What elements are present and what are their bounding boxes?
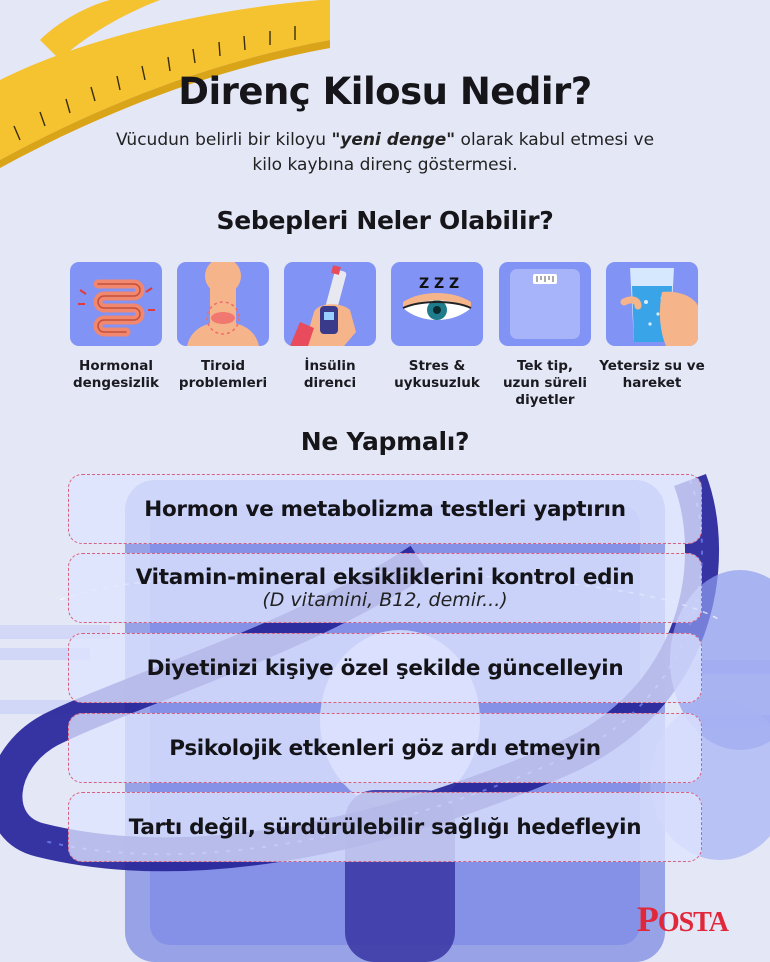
action-item <box>68 474 702 544</box>
action-subtext: (D vitamini, B12, demir...) <box>262 589 508 611</box>
cause-water <box>599 262 705 392</box>
cause-stress <box>384 262 490 392</box>
action-text: Diyetinizi kişiye özel şekilde güncelleyin <box>146 655 624 681</box>
insulin-pen-icon <box>284 262 376 346</box>
cause-thyroid <box>170 262 276 392</box>
causes-heading: Sebepleri Neler Olabilir? <box>216 206 554 235</box>
cause-insulin <box>277 262 383 392</box>
definition-line2: kilo kaybına direnç göstermesi. <box>252 155 518 175</box>
action-text: Hormon ve metabolizma testleri yaptırın <box>144 496 626 522</box>
svg-text:Z Z Z: Z Z Z <box>419 276 460 292</box>
definition-emphasis: "yeni denge" <box>331 130 456 150</box>
definition-text <box>85 128 685 178</box>
water-glass-icon <box>606 262 698 346</box>
cause-label: Stres & uykusuzluk <box>394 358 480 391</box>
thyroid-neck-icon <box>177 262 269 346</box>
cause-diet <box>492 262 598 409</box>
sleepy-eye-icon <box>391 262 483 346</box>
action-item <box>68 553 702 623</box>
posta-logo: POSTA <box>636 899 728 939</box>
cause-hormonal <box>63 262 169 392</box>
action-item <box>68 633 702 703</box>
intestine-icon <box>70 262 162 346</box>
action-text: Vitamin-mineral eksikliklerini kontrol edin <box>135 565 635 590</box>
cause-label: Tek tip, uzun süreli diyetler <box>502 358 588 408</box>
action-item <box>68 713 702 783</box>
cause-label: Tiroid problemleri <box>178 358 268 391</box>
action-text: Psikolojik etkenleri göz ardı etmeyin <box>169 735 601 761</box>
cause-label: Hormonal dengesizlik <box>72 358 159 391</box>
action-text: Tartı değil, sürdürülebilir sağlığı hedefleyin <box>128 814 642 840</box>
definition-part1: Vücudun belirli bir kiloyu <box>115 130 332 150</box>
todo-heading: Ne Yapmalı? <box>300 427 470 456</box>
definition-part2: olarak kabul etmesi ve <box>455 130 655 150</box>
action-item <box>68 792 702 862</box>
page-title: Direnç Kilosu Nedir? <box>178 70 592 113</box>
cause-label: Yetersiz su ve hareket <box>599 358 705 391</box>
cause-label: İnsülin direnci <box>303 358 357 391</box>
scale-icon <box>499 262 591 346</box>
